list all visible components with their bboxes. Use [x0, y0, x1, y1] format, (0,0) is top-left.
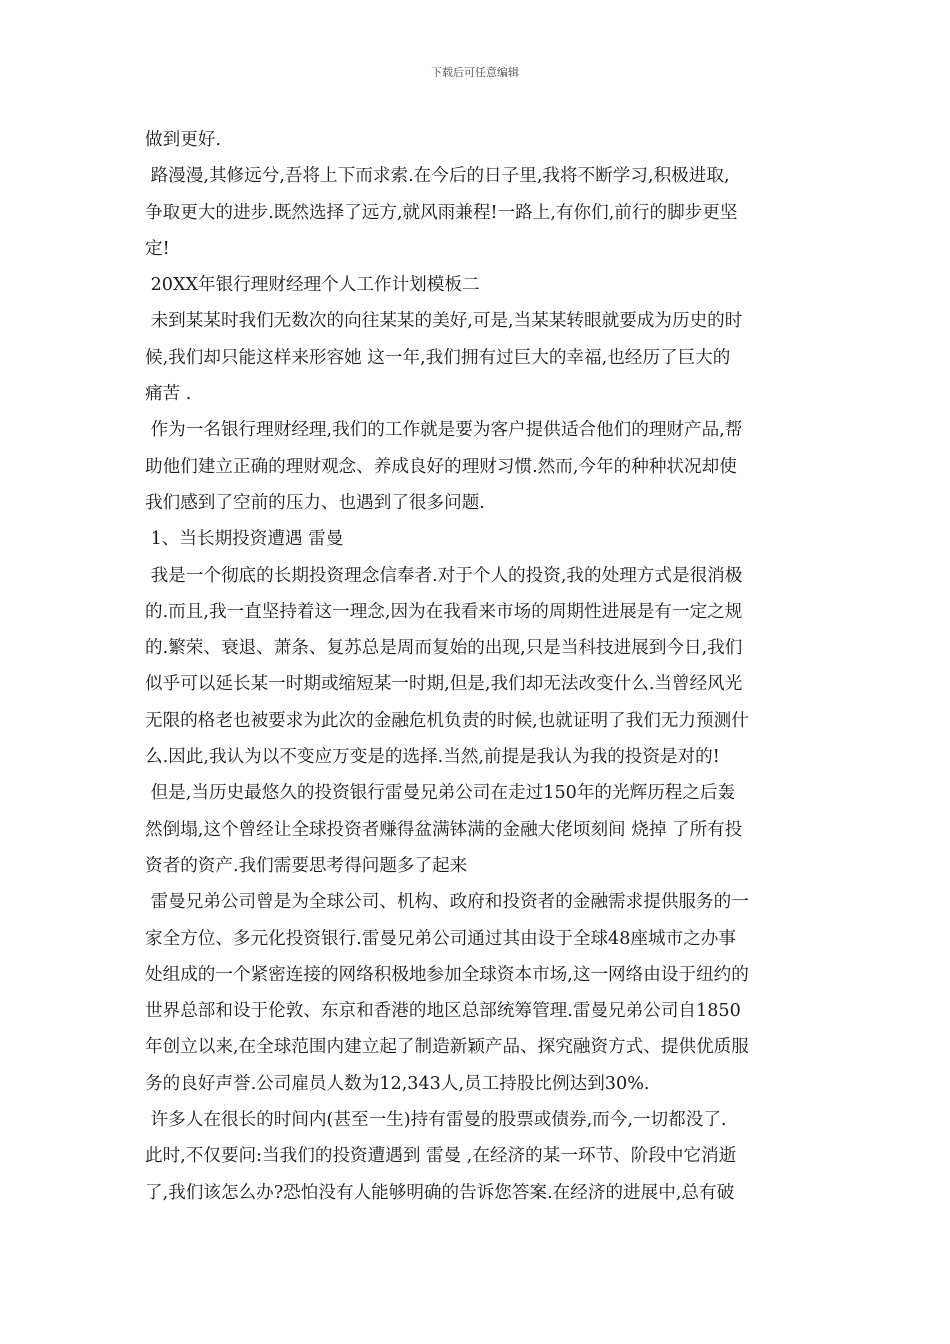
text-line: 的.而且,我一直坚持着这一理念,因为在我看来市场的周期性进展是有一定之规 — [145, 601, 743, 622]
text-line: 我是一个彻底的长期投资理念信奉者.对于个人的投资,我的处理方式是很消极 — [145, 565, 743, 586]
text-line: 然倒塌,这个曾经让全球投资者赚得盆满钵满的金融大佬顷刻间 烧掉 了所有投 — [145, 819, 743, 840]
text-line: 路漫漫,其修远兮,吾将上下而求索.在今后的日子里,我将不断学习,积极进取, — [145, 166, 730, 187]
text-line: 世界总部和设于伦敦、东京和香港的地区总部统筹管理.雷曼兄弟公司自1850 — [145, 1001, 741, 1022]
text-line: 年创立以来,在全球范围内建立起了制造新颖产品、探究融资方式、提供优质服 — [145, 1037, 749, 1058]
section-heading: 20XX年银行理财经理个人工作计划模板二 — [145, 275, 480, 296]
document-body — [145, 122, 807, 1211]
text-line: 争取更大的进步.既然选择了远方,就风雨兼程!一路上,有你们,前行的脚步更坚 — [145, 202, 738, 223]
page-header: 下载后可任意编辑 — [431, 66, 519, 79]
text-line: 无限的格老也被要求为此次的金融危机负责的时候,也就证明了我们无力预测什 — [145, 710, 749, 731]
text-line: 务的良好声誉.公司雇员人数为12,343人,员工持股比例达到30%. — [145, 1073, 650, 1094]
text-line: 了,我们该怎么办?恐怕没有人能够明确的告诉您答案.在经济的进展中,总有破 — [145, 1182, 735, 1203]
text-line: 定! — [145, 238, 170, 259]
text-line: 此时,不仅要问:当我们的投资遭遇到 雷曼 ,在经济的某一环节、阶段中它消逝 — [145, 1146, 737, 1167]
text-line: 作为一名银行理财经理,我们的工作就是要为客户提供适合他们的理财产品,帮 — [145, 420, 743, 441]
text-line: 许多人在很长的时间内(甚至一生)持有雷曼的股票或债券,而今,一切都没了. — [145, 1110, 727, 1131]
text-line: 未到某某时我们无数次的向往某某的美好,可是,当某某转眼就要成为历史的时 — [145, 311, 743, 332]
text-line: 雷曼兄弟公司曾是为全球公司、机构、政府和投资者的金融需求提供服务的一 — [145, 892, 749, 913]
text-line: 资者的资产.我们需要思考得问题多了起来 — [145, 855, 468, 876]
text-line: 处组成的一个紧密连接的网络积极地参加全球资本市场,这一网络由设于纽约的 — [145, 964, 749, 985]
text-line: 我们感到了空前的压力、也遇到了很多问题. — [145, 492, 485, 513]
text-line: 的.繁荣、衰退、萧条、复苏总是周而复始的出现,只是当科技进展到今日,我们 — [145, 638, 743, 659]
text-line: 但是,当历史最悠久的投资银行雷曼兄弟公司在走过150年的光辉历程之后轰 — [145, 783, 736, 804]
subsection-heading: 1、当长期投资遭遇 雷曼 — [145, 529, 344, 550]
text-line: 助他们建立正确的理财观念、养成良好的理财习惯.然而,今年的种种状况却使 — [145, 456, 737, 477]
text-line: 家全方位、多元化投资银行.雷曼兄弟公司通过其由设于全球48座城市之办事 — [145, 928, 736, 949]
text-line: 似乎可以延长某一时期或缩短某一时期,但是,我们却无法改变什么.当曾经风光 — [145, 674, 743, 695]
text-line: 么.因此,我认为以不变应万变是的选择.当然,前提是我认为我的投资是对的! — [145, 747, 720, 768]
text-line: 候,我们却只能这样来形容她 这一年,我们拥有过巨大的幸福,也经历了巨大的 — [145, 347, 731, 368]
text-line: 痛苦 . — [145, 384, 192, 405]
text-line: 做到更好. — [145, 130, 221, 150]
